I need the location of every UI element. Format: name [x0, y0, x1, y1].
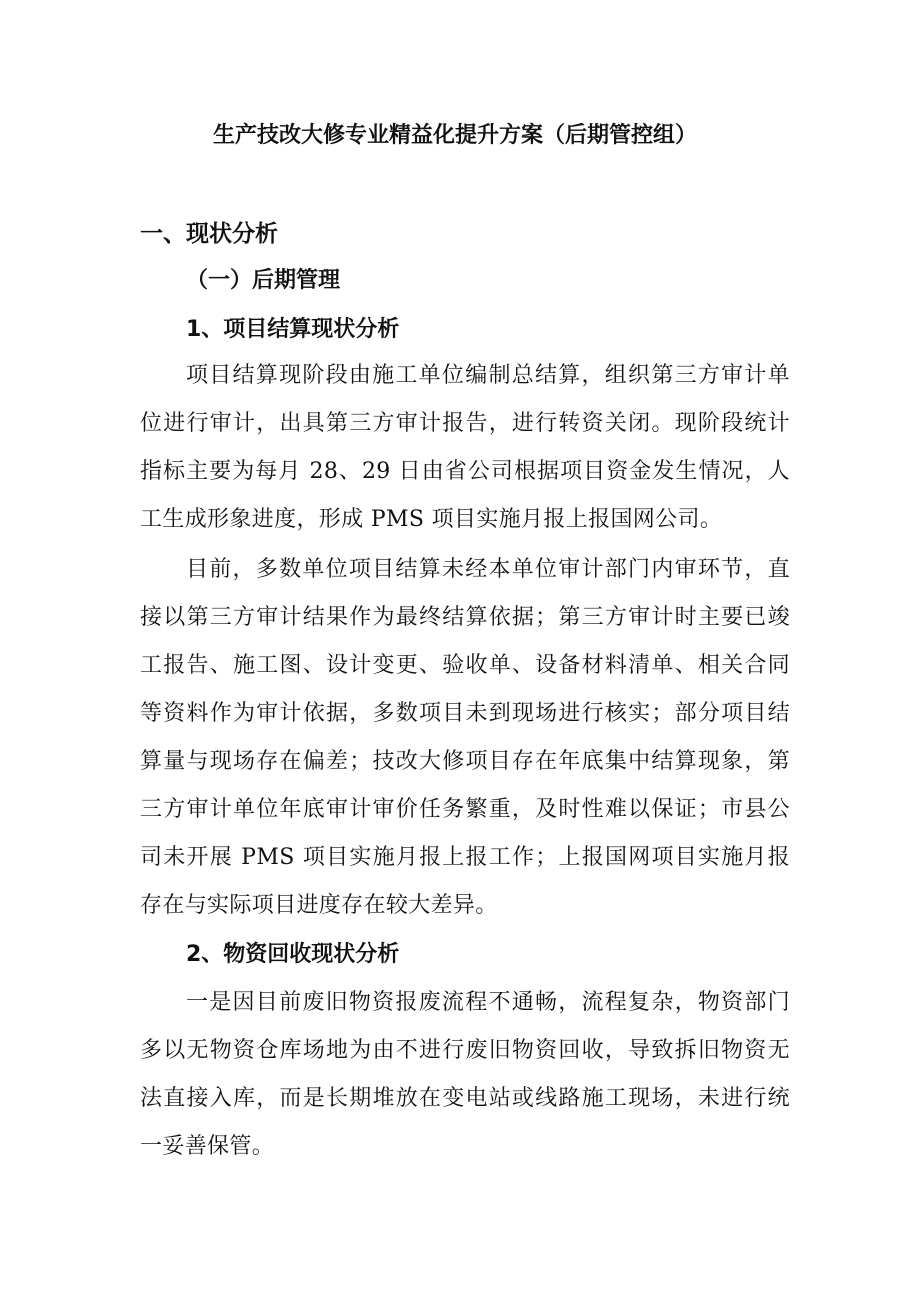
paragraph-settlement-current [140, 352, 790, 544]
document-title: 生产技改大修专业精益化提升方案（后期管控组） [212, 123, 697, 148]
paragraph-line: 接以第三方审计结果作为最终结算依据；第三方审计时主要已竣 [140, 605, 790, 630]
subsection-heading-post-management: （一）后期管理 [186, 268, 341, 293]
paragraph-line: 一是因目前废旧物资报废流程不通畅，流程复杂，物资部门 [186, 990, 790, 1015]
paragraph-line: 多以无物资仓库场地为由不进行废旧物资回收，导致拆旧物资无 [140, 1038, 790, 1063]
paragraph-material-recovery [140, 979, 790, 1171]
item-heading-material-recovery: 2、物资回收现状分析 [186, 942, 400, 967]
paragraph-line: 一妥善保管。 [140, 1134, 275, 1159]
paragraph-line: 三方审计单位年底审计审价任务繁重，及时性难以保证；市县公 [140, 797, 790, 822]
paragraph-settlement-problems [140, 546, 790, 930]
paragraph-line: 存在与实际项目进度存在较大差异。 [140, 893, 498, 918]
paragraph-line: 等资料作为审计依据，多数项目未到现场进行核实；部分项目结 [140, 701, 790, 726]
item-heading-project-settlement: 1、项目结算现状分析 [186, 317, 400, 342]
paragraph-line: 目前，多数单位项目结算未经本单位审计部门内审环节，直 [186, 557, 790, 582]
paragraph-line: 司未开展 PMS 项目实施月报上报工作；上报国网项目实施月报 [140, 845, 790, 870]
paragraph-line: 工生成形象进度，形成 PMS 项目实施月报上报国网公司。 [140, 507, 723, 532]
paragraph-line: 位进行审计，出具第三方审计报告，进行转资关闭。现阶段统计 [140, 411, 790, 436]
paragraph-line: 项目结算现阶段由施工单位编制总结算，组织第三方审计单 [186, 363, 790, 388]
paragraph-line: 工报告、施工图、设计变更、验收单、设备材料清单、相关合同 [140, 653, 790, 678]
section-heading-status-analysis: 一、现状分析 [140, 221, 278, 247]
paragraph-line: 法直接入库，而是长期堆放在变电站或线路施工现场，未进行统 [140, 1086, 790, 1111]
paragraph-line: 算量与现场存在偏差；技改大修项目存在年底集中结算现象，第 [140, 749, 790, 774]
paragraph-line: 指标主要为每月 28、29 日由省公司根据项目资金发生情况，人 [140, 459, 790, 484]
